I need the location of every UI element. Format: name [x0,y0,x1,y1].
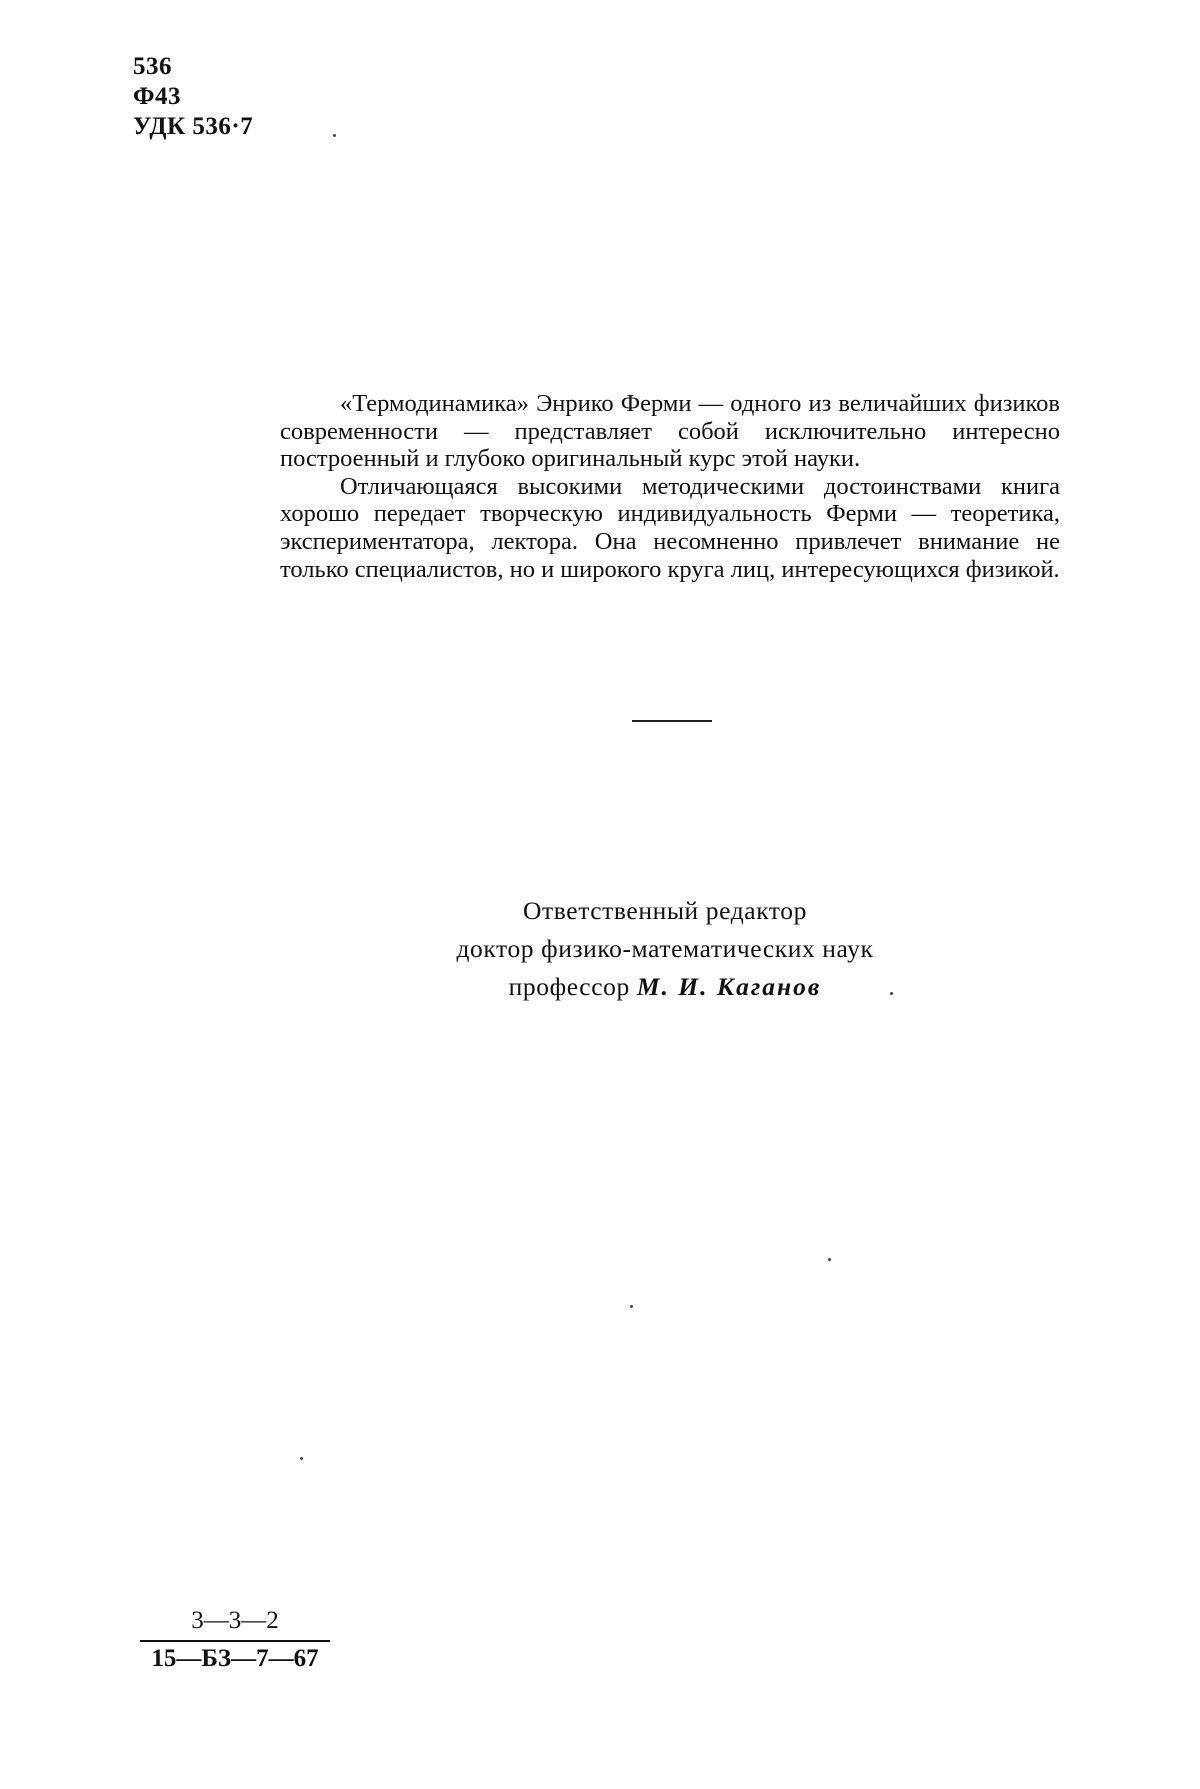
print-speck [300,1457,303,1460]
annotation-paragraph: Отличающаяся высокими методическими достоинствами книга хорошо передает творческую индивидуальность Ферми — теоретика, экспериментатора, лектора. Она несомненно привлечет внимание не только специалистов, но и широкого круга лиц, интересующихся физикой. [280,472,1060,583]
publication-code-top: 3—3—2 [191,1607,279,1634]
publication-code [140,1604,330,1676]
publication-code-bottom: 15—БЗ—7—67 [151,1645,319,1672]
print-speck [333,134,336,137]
bbk-code: 536 [133,53,172,80]
editor-title: профессор [508,972,630,1001]
responsible-editor [380,892,950,1006]
print-speck [630,1305,633,1308]
print-speck [890,992,893,995]
section-divider [632,720,712,722]
print-speck [828,1258,831,1261]
editor-degree: доктор физико-математических наук [456,934,874,963]
classification-codes [133,52,253,142]
editor-role: Ответственный редактор [523,896,807,925]
book-annotation [280,390,1060,583]
editor-name: М. И. Каганов [636,972,822,1001]
editor-title-line [380,968,950,1006]
udc-code: УДК 536·7 [133,113,254,140]
annotation-paragraph: «Термодинамика» Энрико Ферми — одного из величайших физиков современности — представляет собой исключительно интересно построенный и глубоко оригинальный курс этой науки. [280,390,1060,473]
author-mark: Ф43 [133,83,181,110]
